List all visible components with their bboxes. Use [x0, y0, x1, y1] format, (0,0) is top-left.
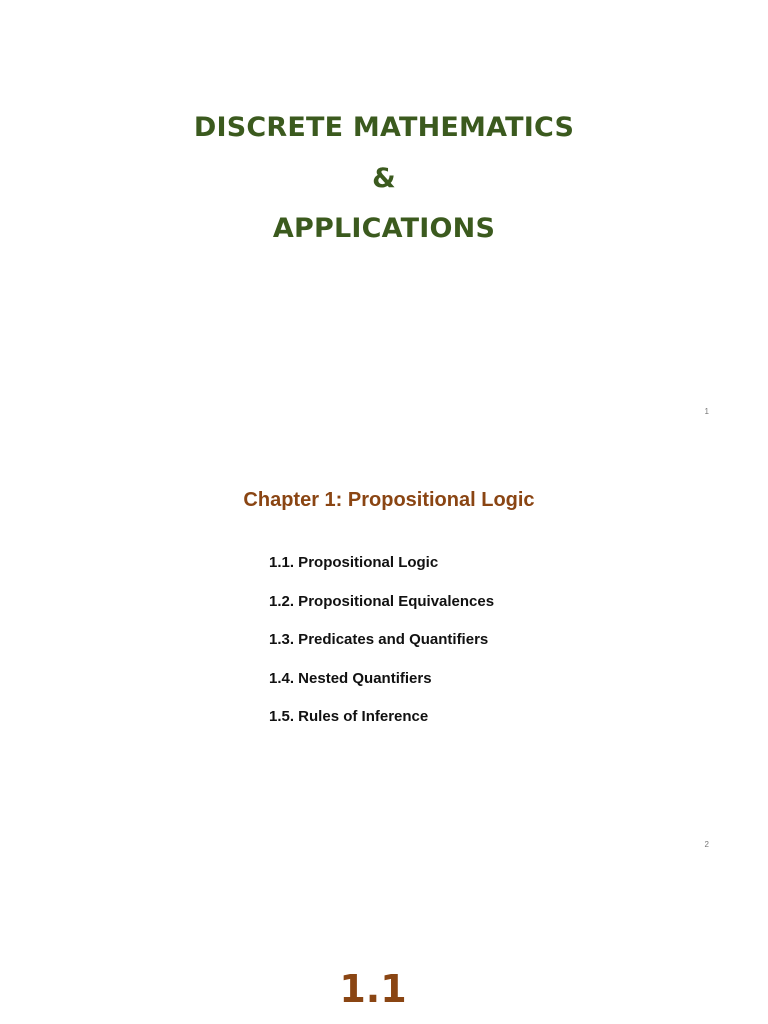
- title-line-ampersand: &: [372, 163, 396, 194]
- page-number: 1: [704, 407, 709, 416]
- title-line-applications: APPLICATIONS: [272, 213, 496, 244]
- slide-2: [0, 432, 768, 865]
- chapter-heading: Chapter 1: Propositional Logic: [243, 489, 535, 511]
- toc-item-1-2: 1.2. Propositional Equivalences: [269, 592, 495, 610]
- slide-1: [0, 0, 768, 432]
- slide-3: [0, 865, 768, 1024]
- toc-item-1-3: 1.3. Predicates and Quantifiers: [269, 631, 489, 648]
- section-number-title: 1.1: [339, 967, 407, 1011]
- toc-item-1-1: 1.1. Propositional Logic: [269, 554, 439, 571]
- table-of-contents: [269, 554, 494, 747]
- title-line-discrete-mathematics: DISCRETE MATHEMATICS: [193, 112, 575, 143]
- toc-item-1-5: 1.5. Rules of Inference: [269, 708, 429, 725]
- page-number: 2: [704, 840, 709, 849]
- toc-item-1-4: 1.4. Nested Quantifiers: [269, 669, 432, 687]
